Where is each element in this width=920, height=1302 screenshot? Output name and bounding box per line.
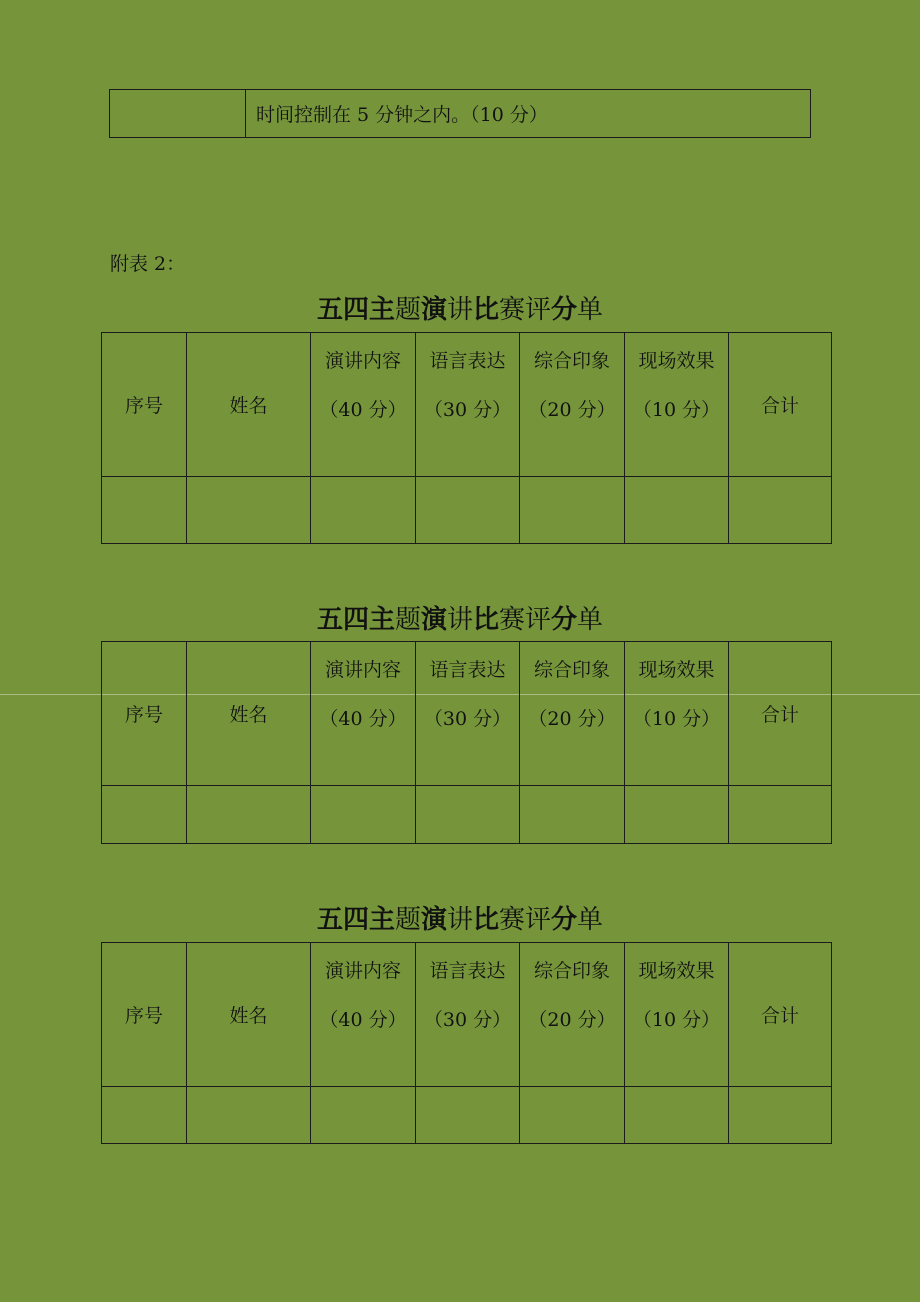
header-seq: 序号 — [102, 642, 187, 786]
sheet-title: 五四主题演讲比赛评分单 — [316, 295, 604, 325]
name-cell[interactable] — [187, 786, 311, 844]
seq-cell[interactable] — [102, 477, 187, 544]
language-score-cell[interactable] — [416, 786, 520, 844]
header-total: 合计 — [729, 943, 832, 1087]
header-effect: 现场效果 （10 分） — [625, 333, 729, 477]
header-total: 合计 — [729, 642, 832, 786]
table-row — [102, 477, 832, 544]
impression-score-cell[interactable] — [520, 1087, 625, 1144]
criteria-table-end — [109, 89, 811, 138]
score-table — [101, 641, 832, 844]
table-row — [102, 786, 832, 844]
impression-score-cell[interactable] — [520, 786, 625, 844]
header-content: 演讲内容 （40 分） — [311, 642, 416, 786]
effect-score-cell[interactable] — [625, 786, 729, 844]
total-score-cell[interactable] — [729, 1087, 832, 1144]
table-row — [110, 90, 811, 138]
table-header-row — [102, 642, 832, 786]
appendix-label: 附表 2： — [110, 253, 186, 275]
header-effect: 现场效果 （10 分） — [625, 642, 729, 786]
total-score-cell[interactable] — [729, 477, 832, 544]
header-content: 演讲内容 （40 分） — [311, 333, 416, 477]
header-seq: 序号 — [102, 333, 187, 477]
name-cell[interactable] — [187, 1087, 311, 1144]
header-total: 合计 — [729, 333, 832, 477]
table-header-row — [102, 333, 832, 477]
content-score-cell[interactable] — [311, 1087, 416, 1144]
language-score-cell[interactable] — [416, 477, 520, 544]
time-limit-criterion: 时间控制在 5 分钟之内。（10 分） — [246, 90, 811, 138]
header-name: 姓名 — [187, 642, 311, 786]
name-cell[interactable] — [187, 477, 311, 544]
header-name: 姓名 — [187, 943, 311, 1087]
header-impression: 综合印象 （20 分） — [520, 333, 625, 477]
seq-cell[interactable] — [102, 786, 187, 844]
sheet-title: 五四主题演讲比赛评分单 — [316, 905, 604, 935]
header-language: 语言表达 （30 分） — [416, 642, 520, 786]
header-seq: 序号 — [102, 943, 187, 1087]
effect-score-cell[interactable] — [625, 1087, 729, 1144]
header-impression: 综合印象 （20 分） — [520, 642, 625, 786]
content-score-cell[interactable] — [311, 786, 416, 844]
table-row — [102, 1087, 832, 1144]
seq-cell[interactable] — [102, 1087, 187, 1144]
total-score-cell[interactable] — [729, 786, 832, 844]
header-name: 姓名 — [187, 333, 311, 477]
effect-score-cell[interactable] — [625, 477, 729, 544]
header-language: 语言表达 （30 分） — [416, 943, 520, 1087]
header-language: 语言表达 （30 分） — [416, 333, 520, 477]
sheet-title: 五四主题演讲比赛评分单 — [316, 605, 604, 635]
empty-cell — [110, 90, 246, 138]
header-effect: 现场效果 （10 分） — [625, 943, 729, 1087]
header-impression: 综合印象 （20 分） — [520, 943, 625, 1087]
table-header-row — [102, 943, 832, 1087]
header-content: 演讲内容 （40 分） — [311, 943, 416, 1087]
score-table — [101, 332, 832, 544]
score-table — [101, 942, 832, 1144]
impression-score-cell[interactable] — [520, 477, 625, 544]
language-score-cell[interactable] — [416, 1087, 520, 1144]
content-score-cell[interactable] — [311, 477, 416, 544]
